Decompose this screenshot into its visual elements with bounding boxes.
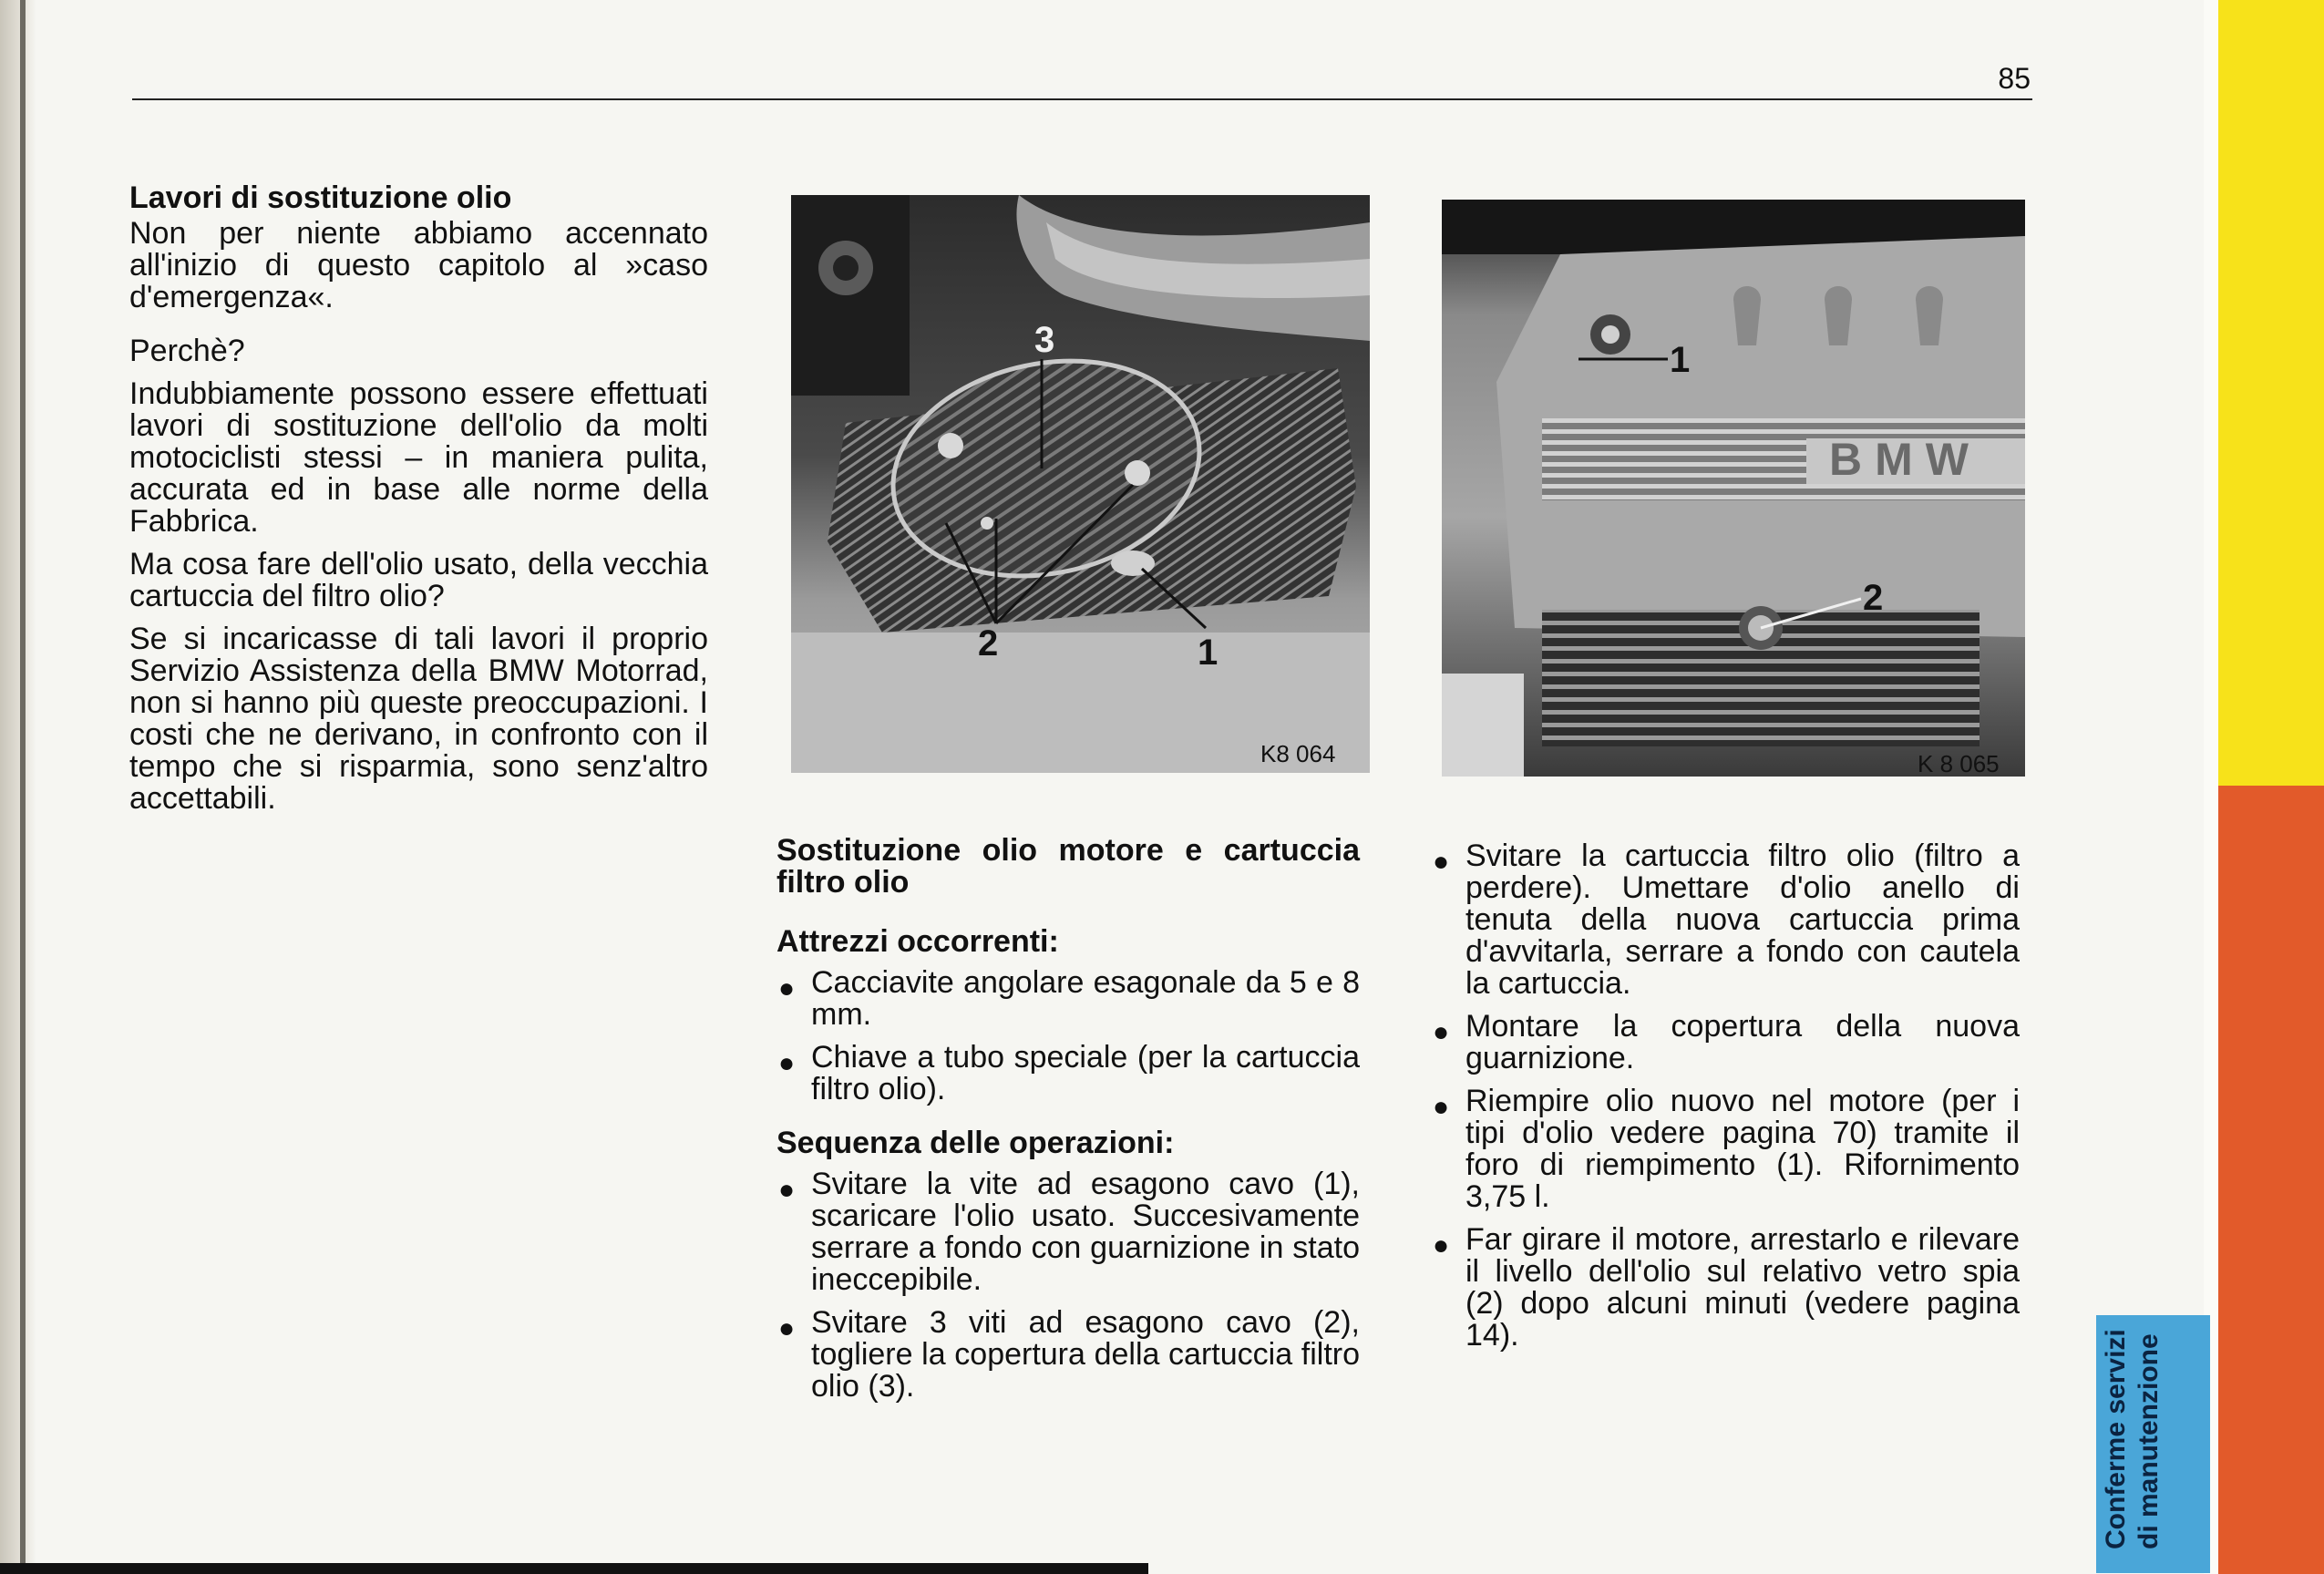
bullet-icon: ● <box>1433 847 1450 877</box>
tools-heading: Attrezzi occorrenti: <box>776 924 1059 959</box>
step-text: Svitare la vite ad esagono cavo (1), scaricare l'olio usato. Succesivamente serrare a fondo con guarnizione in stato ineccepibile. <box>811 1167 1360 1297</box>
callout-2: 2 <box>978 623 999 664</box>
page-binding-shadow <box>0 0 36 1574</box>
list-item <box>1431 840 2020 1000</box>
left-paragraph: Ma cosa fare dell'olio usato, della vecchia cartuccia del filtro olio? <box>129 547 708 613</box>
bullet-icon: ● <box>778 1313 796 1343</box>
sequence-heading: Sequenza delle operazioni: <box>776 1126 1175 1160</box>
thumb-index-label[interactable] <box>2100 1294 2200 1549</box>
step-text: Riempire olio nuovo nel motore (per i tipi d'olio vedere pagina 70) tramite il foro di riempimento (1). Rifornimento 3,75 l. <box>1465 1084 2020 1214</box>
callout-1: 1 <box>1198 633 1219 673</box>
step-text: Svitare la cartuccia filtro olio (filtro a perdere). Umettare d'olio anello di tenuta della nuova cartuccia prima d'avvitarla, serrare a fondo con cautela la cartuccia. <box>1465 838 2020 1001</box>
engine-oil-filler-photo <box>1442 200 2025 777</box>
photo-code: K8 064 <box>1260 740 1336 767</box>
bullet-icon: ● <box>778 1175 796 1205</box>
page-binding-line <box>20 0 26 1574</box>
bullet-icon: ● <box>1433 1230 1450 1260</box>
header-rule <box>132 98 2032 100</box>
right-column <box>1431 840 2020 1373</box>
engine-oil-filler-illustration <box>1442 200 2025 777</box>
bullet-icon: ● <box>1433 1017 1450 1047</box>
tool-text: Cacciavite angolare esagonale da 5 e 8 mm. <box>811 965 1360 1032</box>
oil-filter-cover-illustration <box>791 195 1370 773</box>
tool-text: Chiave a tubo speciale (per la cartuccia filtro olio). <box>811 1040 1360 1106</box>
left-paragraph: Indubbiamente possono essere effettuati lavori di sostituzione dell'olio da molti motociclisti stessi – in maniera pulita, accurata ed in base alle norme della Fabbrica. <box>129 376 708 539</box>
step-text: Svitare 3 viti ad esagono cavo (2), togliere la copertura della cartuccia filtro olio (3). <box>811 1305 1360 1404</box>
page-number: 85 <box>1998 62 2031 95</box>
thumb-index-line: di manutenzione <box>2134 1333 2164 1549</box>
middle-column <box>776 835 1360 1425</box>
steps-list <box>776 1168 1360 1403</box>
callout-2: 2 <box>1863 578 1884 618</box>
left-paragraph: Perchè? <box>129 334 245 368</box>
left-column <box>129 182 708 826</box>
list-item <box>1431 1011 2020 1075</box>
left-heading: Lavori di sostituzione olio <box>129 180 512 215</box>
photo-code: K 8 065 <box>1918 750 2000 777</box>
list-item <box>1431 1085 2020 1213</box>
oil-filter-cover-photo <box>791 195 1370 773</box>
left-paragraph: Se si incaricasse di tali lavori il proprio Servizio Assistenza della BMW Motorrad, non si hanno più queste preoccupazioni. I costi che ne derivano, in confronto con il tempo che si risparmia, sono senz'altro accettabili. <box>129 622 708 816</box>
list-item <box>776 967 1360 1031</box>
engine-lettering: BMW <box>1829 434 1981 485</box>
section-heading: Sostituzione olio motore e cartuccia filtro olio <box>776 833 1360 900</box>
bullet-icon: ● <box>778 1048 796 1078</box>
list-item <box>776 1307 1360 1403</box>
page-edge-yellow <box>2216 0 2324 786</box>
bullet-icon: ● <box>1433 1092 1450 1122</box>
list-item <box>776 1168 1360 1296</box>
callout-3: 3 <box>1034 320 1055 360</box>
list-item <box>1431 1224 2020 1352</box>
list-item <box>776 1042 1360 1106</box>
bottom-edge-bar <box>0 1563 1148 1574</box>
bullet-icon: ● <box>778 973 796 1003</box>
thumb-index-line: Conferme servizi <box>2101 1329 2131 1549</box>
tools-list <box>776 967 1360 1106</box>
step-text: Far girare il motore, arrestarlo e rilevare il livello dell'olio sul relativo vetro spia (2) dopo alcuni minuti (vedere pagina 14). <box>1465 1222 2020 1353</box>
left-paragraph: Non per niente abbiamo accennato all'inizio di questo capitolo al »caso d'emergenza«. <box>129 216 708 314</box>
page-edge-red <box>2216 786 2324 1574</box>
callout-1: 1 <box>1670 340 1691 380</box>
steps-list <box>1431 840 2020 1352</box>
step-text: Montare la copertura della nuova guarnizione. <box>1465 1009 2020 1075</box>
